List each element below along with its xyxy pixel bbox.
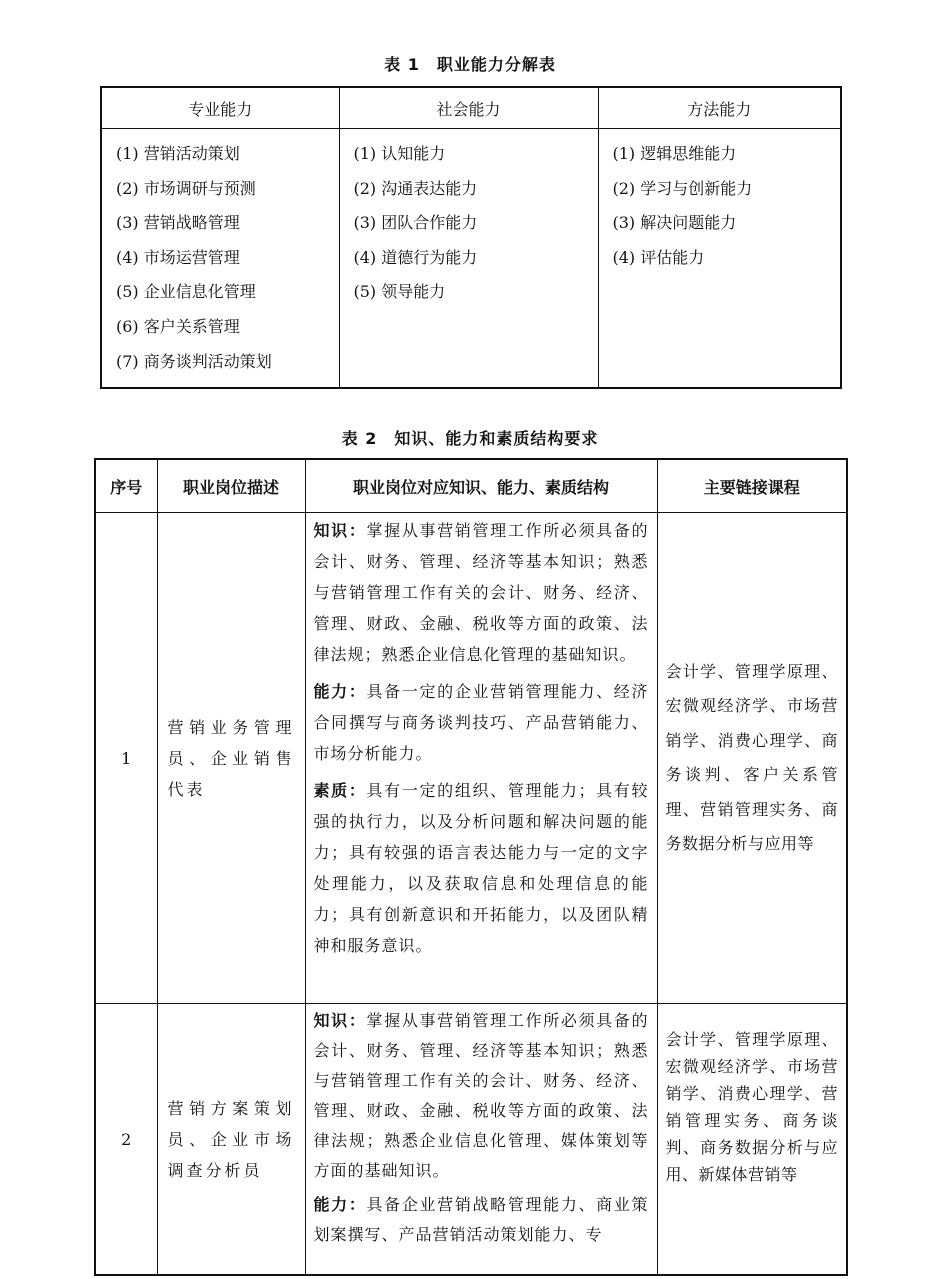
occupational-ability-table: [100, 86, 842, 389]
row-courses: 会计学、管理学原理、宏微观经济学、市场营销学、消费心理学、营销管理实务、商务谈判、商务数据分析与应用、新媒体营销等: [657, 1004, 847, 1276]
list-item: (1) 认知能力: [353, 144, 446, 163]
list-item: (4) 市场运营管理: [116, 247, 240, 267]
row-structure: [305, 513, 657, 1004]
list-item: (5) 领导能力: [353, 282, 446, 302]
knowledge-paragraph: [314, 1006, 649, 1186]
list-item: (4) 评估能力: [612, 247, 705, 267]
ability-paragraph: [314, 1190, 649, 1250]
header-method-ability: 方法能力: [598, 87, 841, 129]
header-post: 职业岗位描述: [157, 459, 305, 513]
header-professional-ability: 专业能力: [101, 87, 339, 129]
social-ability-list: [339, 129, 598, 389]
knowledge-label: 知识：: [313, 1011, 367, 1030]
header-courses: 主要链接课程: [657, 459, 847, 513]
list-item: (3) 营销战略管理: [116, 213, 240, 233]
quality-label: 素质：: [313, 781, 367, 800]
list-item: (6) 客户关系管理: [116, 316, 240, 336]
list-item: (1) 逻辑思维能力: [612, 144, 737, 163]
table-row: [95, 513, 847, 1004]
header-social-ability: 社会能力: [339, 87, 598, 129]
knowledge-paragraph: [314, 515, 649, 670]
list-item: (1) 营销活动策划: [116, 144, 240, 163]
list-item: (3) 团队合作能力: [353, 213, 478, 233]
list-item: (4) 道德行为能力: [353, 247, 478, 267]
ability-label: 能力：: [313, 682, 367, 701]
row-seq: 1: [95, 513, 157, 1004]
table-row: [95, 1004, 847, 1276]
knowledge-ability-quality-table: [94, 458, 848, 1276]
knowledge-text: 掌握从事营销管理工作所必须具备的会计、财务、管理、经济等基本知识；熟悉与营销管理工作有关的会计、财务、经济、管理、财政、金融、税收等方面的政策、法律法规；熟悉企业信息化管理、媒体策划等方面的基础知识。: [313, 1011, 649, 1180]
list-item: (2) 学习与创新能力: [612, 178, 753, 198]
knowledge-text: 掌握从事营销管理工作所必须具备的会计、财务、管理、经济等基本知识；熟悉与营销管理工作有关的会计、财务、经济、管理、财政、金融、税收等方面的政策、法律法规；熟悉企业信息化管理的基础知识。: [313, 521, 649, 664]
header-seq: 序号: [95, 459, 157, 513]
row-post: 营销业务管理员、企业销售代表: [157, 513, 305, 1004]
list-item: (3) 解决问题能力: [612, 213, 737, 233]
table1-caption: 表 1 职业能力分解表: [384, 55, 556, 74]
row-courses: 会计学、管理学原理、宏微观经济学、市场营销学、消费心理学、商务谈判、客户关系管理、营销管理实务、商务数据分析与应用等: [657, 513, 847, 1004]
ability-label: 能力：: [313, 1195, 367, 1214]
ability-text: 具备企业营销战略管理能力、商业策划案撰写、产品营销活动策划能力、专: [313, 1195, 649, 1244]
ability-text: 具备一定的企业营销管理能力、经济合同撰写与商务谈判技巧、产品营销能力、市场分析能力。: [313, 682, 649, 763]
row-structure: [305, 1004, 657, 1276]
ability-paragraph: [314, 676, 649, 769]
professional-ability-list: [101, 129, 339, 389]
knowledge-label: 知识：: [313, 521, 367, 540]
method-ability-list: [598, 129, 841, 389]
quality-text: 具有一定的组织、管理能力；具有较强的执行力，以及分析问题和解决问题的能力；具有较强的语言表达能力与一定的文字处理能力，以及获取信息和处理信息的能力；具有创新意识和开拓能力，以及团队精神和服务意识。: [313, 781, 649, 955]
row-post: 营销方案策划员、企业市场调查分析员: [157, 1004, 305, 1276]
header-structure: 职业岗位对应知识、能力、素质结构: [305, 459, 657, 513]
list-item: (5) 企业信息化管理: [116, 282, 256, 302]
list-item: (7) 商务谈判活动策划: [116, 351, 272, 371]
quality-paragraph: [314, 775, 649, 961]
list-item: (2) 市场调研与预测: [116, 178, 256, 198]
list-item: (2) 沟通表达能力: [353, 178, 478, 198]
table2-caption: 表 2 知识、能力和素质结构要求: [341, 429, 599, 448]
row-seq: 2: [95, 1004, 157, 1276]
